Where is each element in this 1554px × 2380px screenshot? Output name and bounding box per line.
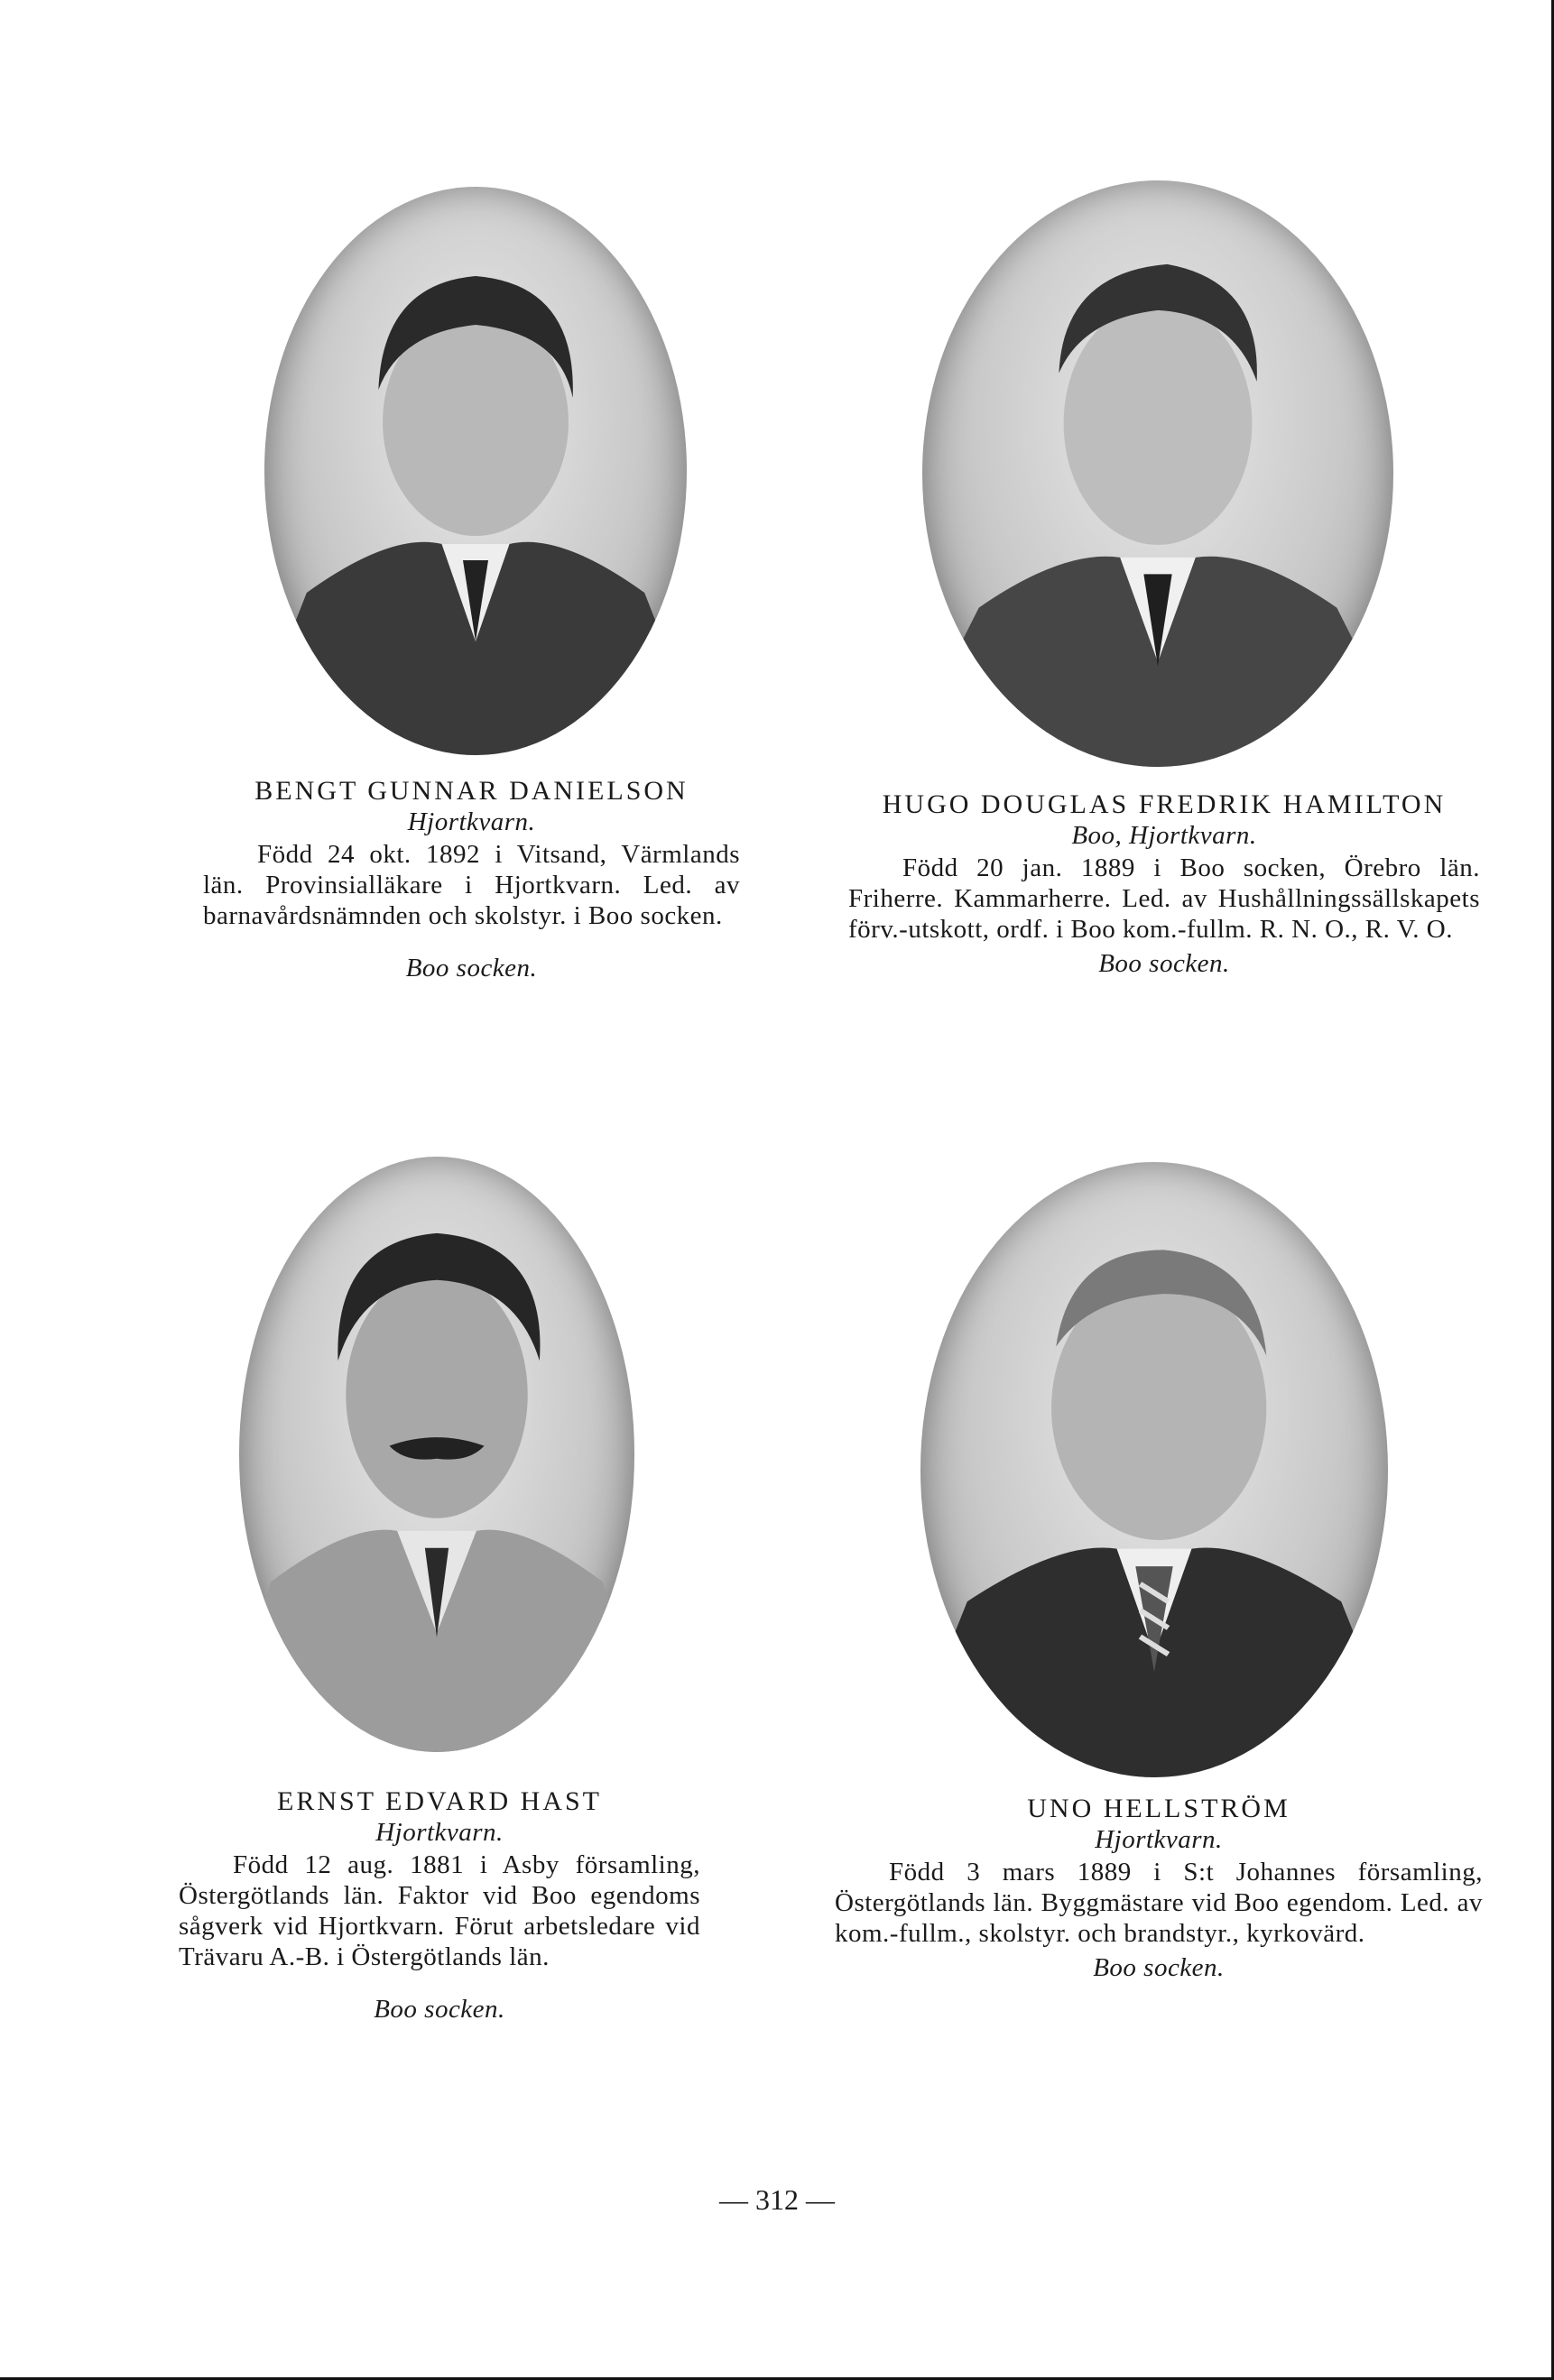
portrait-photo-hast	[239, 1157, 634, 1752]
person-parish: Boo socken.	[1093, 1953, 1225, 1982]
portrait-photo-danielson	[264, 187, 687, 755]
caption-danielson	[203, 776, 740, 983]
person-name: HUGO DOUGLAS FREDRIK HAMILTON	[882, 789, 1447, 819]
person-bio: Född 12 aug. 1881 i Asby församling, Östergötlands län. Faktor vid Boo egendoms sågverk vid Hjortkvarn. Förut arbetsledare vid Trävaru A.-B. i Östergötlands län.	[179, 1850, 700, 1971]
person-name: ERNST EDVARD HAST	[277, 1786, 602, 1816]
portrait-photo-hamilton	[922, 180, 1393, 767]
person-name: BENGT GUNNAR DANIELSON	[254, 776, 689, 806]
person-name: UNO HELLSTRÖM	[1027, 1794, 1290, 1823]
person-location: Hjortkvarn.	[1095, 1825, 1223, 1854]
page-number: — 312 —	[719, 2183, 835, 2216]
person-parish: Boo socken.	[374, 1995, 505, 2024]
person-location: Hjortkvarn.	[375, 1818, 504, 1847]
caption-hellstrom	[835, 1794, 1483, 1983]
person-parish: Boo socken.	[405, 954, 538, 982]
portrait-photo-hellstrom	[920, 1162, 1388, 1777]
person-parish: Boo socken.	[1098, 949, 1230, 978]
caption-hast	[179, 1786, 700, 2025]
person-bio: Född 24 okt. 1892 i Vitsand, Värmlands län. Provinsialläkare i Hjortkvarn. Led. av barnavårdsnämnden och skolstyr. i Boo socken.	[203, 840, 740, 930]
caption-hamilton	[848, 789, 1480, 979]
person-bio: Född 3 mars 1889 i S:t Johannes församling, Östergötlands län. Byggmästare vid Boo egendom. Led. av kom.-fullm., skolstyr. och brandstyr., kyrkovärd.	[835, 1858, 1483, 1948]
person-location: Boo, Hjortkvarn.	[1071, 821, 1257, 850]
person-location: Hjortkvarn.	[407, 807, 536, 836]
person-bio: Född 20 jan. 1889 i Boo socken, Örebro län. Friherre. Kammarherre. Led. av Hushållningssällskapets förv.-utskott, ordf. i Boo kom.-fullm. R. N. O., R. V. O.	[848, 853, 1480, 944]
